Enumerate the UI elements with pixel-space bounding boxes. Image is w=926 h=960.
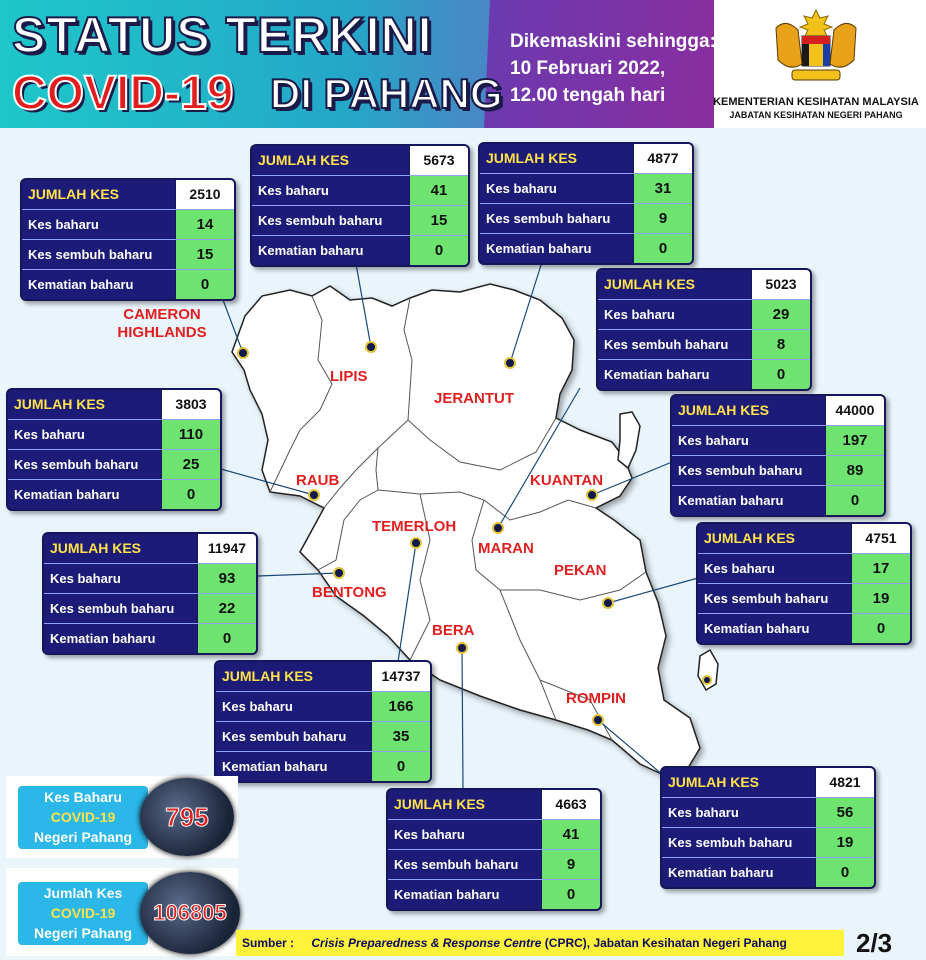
- total-value: 4821: [815, 768, 874, 797]
- marker-bentong: [334, 568, 344, 578]
- total-value: 14737: [371, 662, 430, 691]
- summary-new-badge: [140, 778, 234, 856]
- deaths-label: Kematian baharu: [258, 243, 364, 258]
- deaths-label: Kematian baharu: [668, 865, 774, 880]
- stats-box-bera: [386, 788, 602, 911]
- new-cases-value: 166: [371, 692, 430, 721]
- recovered-label: Kes sembuh baharu: [668, 835, 793, 850]
- recovered-value: 9: [541, 850, 600, 879]
- marker-temerloh: [411, 538, 421, 548]
- recovered-label: Kes sembuh baharu: [50, 601, 175, 616]
- district-name-pekan: PEKAN: [554, 562, 607, 579]
- summary-new-line-3: Negeri Pahang: [33, 829, 133, 845]
- total-value: 4663: [541, 790, 600, 819]
- title-status: STATUS TERKINI: [12, 7, 433, 63]
- recovered-value: 22: [197, 594, 256, 623]
- stats-box-kuantan: [670, 394, 886, 517]
- recovered-value: 19: [851, 584, 910, 613]
- source-label: Sumber :: [242, 936, 295, 950]
- marker-raub: [309, 490, 319, 500]
- kuantan-coast: [618, 412, 640, 468]
- stats-box-cameron-highlands: [20, 178, 236, 301]
- marker-tioman: [703, 676, 711, 684]
- total-label: JUMLAH KES: [394, 796, 486, 812]
- recovered-label: Kes sembuh baharu: [604, 337, 729, 352]
- recovered-value: 25: [161, 450, 220, 479]
- marker-jerantut: [505, 358, 515, 368]
- new-cases-label: Kes baharu: [50, 571, 121, 586]
- marker-bera: [457, 643, 467, 653]
- total-value: 5673: [409, 146, 468, 175]
- deaths-label: Kematian baharu: [394, 887, 500, 902]
- summary-total-badge: [140, 872, 240, 954]
- total-label: JUMLAH KES: [258, 152, 350, 168]
- stats-box-maran: [596, 268, 812, 391]
- total-value: 4751: [851, 524, 910, 553]
- deaths-value: 0: [409, 236, 468, 265]
- total-label: JUMLAH KES: [222, 668, 314, 684]
- summary-total-line-3: Negeri Pahang: [33, 925, 133, 941]
- district-name-rompin: ROMPIN: [566, 690, 626, 707]
- source-footer: [236, 930, 844, 956]
- deaths-label: Kematian baharu: [678, 493, 784, 508]
- district-name-cameron-highlands: CAMERON HIGHLANDS: [117, 306, 207, 341]
- total-label: JUMLAH KES: [678, 402, 770, 418]
- district-name-kuantan: KUANTAN: [530, 472, 604, 489]
- recovered-value: 89: [825, 456, 884, 485]
- recovered-value: 8: [751, 330, 810, 359]
- deaths-value: 0: [751, 360, 810, 389]
- new-cases-value: 17: [851, 554, 910, 583]
- summary-new-cases: [6, 776, 238, 858]
- summary-total-line-1: Jumlah Kes: [43, 885, 123, 901]
- new-cases-value: 93: [197, 564, 256, 593]
- total-label: JUMLAH KES: [50, 540, 142, 556]
- deaths-label: Kematian baharu: [604, 367, 710, 382]
- district-name-lipis: LIPIS: [330, 368, 368, 385]
- total-value: 5023: [751, 270, 810, 299]
- stats-box-pekan: [696, 522, 912, 645]
- stats-box-rompin: [660, 766, 876, 889]
- recovered-label: Kes sembuh baharu: [258, 213, 383, 228]
- title-state: DI PAHANG: [270, 70, 503, 117]
- deaths-value: 0: [161, 480, 220, 509]
- deaths-value: 0: [197, 624, 256, 653]
- district-name-raub: RAUB: [296, 472, 340, 489]
- recovered-label: Kes sembuh baharu: [14, 457, 139, 472]
- recovered-value: 35: [371, 722, 430, 751]
- recovered-label: Kes sembuh baharu: [222, 729, 347, 744]
- recovered-value: 15: [175, 240, 234, 269]
- new-cases-label: Kes baharu: [604, 307, 675, 322]
- total-value: 2510: [175, 180, 234, 209]
- source-org: Crisis Preparedness & Response Centre: [311, 936, 542, 950]
- deaths-value: 0: [825, 486, 884, 515]
- new-cases-label: Kes baharu: [704, 561, 775, 576]
- recovered-label: Kes sembuh baharu: [394, 857, 519, 872]
- total-label: JUMLAH KES: [668, 774, 760, 790]
- update-timestamp: [510, 28, 716, 109]
- deaths-label: Kematian baharu: [704, 621, 810, 636]
- new-cases-value: 29: [751, 300, 810, 329]
- deaths-value: 0: [633, 234, 692, 263]
- marker-pekan: [603, 598, 613, 608]
- stats-box-lipis: [250, 144, 470, 267]
- total-label: JUMLAH KES: [486, 150, 578, 166]
- district-name-temerloh: TEMERLOH: [372, 518, 457, 535]
- new-cases-value: 41: [541, 820, 600, 849]
- new-cases-value: 14: [175, 210, 234, 239]
- marker-rompin: [593, 715, 603, 725]
- deaths-value: 0: [371, 752, 430, 781]
- total-value: 4877: [633, 144, 692, 173]
- total-label: JUMLAH KES: [14, 396, 106, 412]
- header-banner: [0, 0, 926, 128]
- district-name-jerantut: JERANTUT: [434, 390, 515, 407]
- new-cases-label: Kes baharu: [486, 181, 557, 196]
- total-value: 44000: [825, 396, 884, 425]
- stats-box-bentong: [42, 532, 258, 655]
- total-label: JUMLAH KES: [28, 186, 120, 202]
- summary-new-value: 795: [165, 801, 209, 832]
- recovered-value: 9: [633, 204, 692, 233]
- deaths-label: Kematian baharu: [14, 487, 120, 502]
- deaths-value: 0: [175, 270, 234, 299]
- update-line-2: 10 Februari 2022,: [510, 58, 666, 79]
- stats-box-temerloh: [214, 660, 432, 783]
- summary-new-caption: [18, 786, 148, 849]
- marker-cameron-highlands: [238, 348, 248, 358]
- marker-kuantan: [587, 490, 597, 500]
- ministry-name: [706, 96, 926, 122]
- deaths-value: 0: [851, 614, 910, 643]
- new-cases-value: 31: [633, 174, 692, 203]
- update-line-1: Dikemaskini sehingga:: [510, 31, 716, 52]
- stats-box-raub: [6, 388, 222, 511]
- total-value: 3803: [161, 390, 220, 419]
- new-cases-label: Kes baharu: [222, 699, 293, 714]
- summary-total-caption: [18, 882, 148, 945]
- summary-new-line-2: COVID-19: [50, 809, 116, 825]
- new-cases-label: Kes baharu: [14, 427, 85, 442]
- marker-maran: [493, 523, 503, 533]
- summary-new-line-1: Kes Baharu: [44, 789, 122, 805]
- title-covid: COVID-19: [12, 67, 234, 120]
- stats-box-jerantut: [478, 142, 694, 265]
- new-cases-label: Kes baharu: [258, 183, 329, 198]
- ministry-line: KEMENTERIAN KESIHATAN MALAYSIA: [713, 96, 919, 108]
- total-label: JUMLAH KES: [704, 530, 796, 546]
- recovered-label: Kes sembuh baharu: [704, 591, 829, 606]
- summary-total-line-2: COVID-19: [50, 905, 116, 921]
- marker-lipis: [366, 342, 376, 352]
- new-cases-value: 197: [825, 426, 884, 455]
- district-name-maran: MARAN: [478, 540, 534, 557]
- recovered-label: Kes sembuh baharu: [486, 211, 611, 226]
- summary-total-cases: [6, 868, 238, 956]
- new-cases-label: Kes baharu: [394, 827, 465, 842]
- page-number: 2/3: [856, 928, 893, 958]
- recovered-value: 19: [815, 828, 874, 857]
- new-cases-value: 56: [815, 798, 874, 827]
- recovered-label: Kes sembuh baharu: [678, 463, 803, 478]
- district-name-bera: BERA: [432, 622, 475, 639]
- update-line-3: 12.00 tengah hari: [510, 85, 666, 106]
- district-name-bentong: BENTONG: [312, 584, 387, 601]
- new-cases-label: Kes baharu: [28, 217, 99, 232]
- new-cases-value: 41: [409, 176, 468, 205]
- recovered-value: 15: [409, 206, 468, 235]
- deaths-value: 0: [815, 858, 874, 887]
- new-cases-label: Kes baharu: [678, 433, 749, 448]
- coat-of-arms-icon: [768, 6, 864, 86]
- total-label: JUMLAH KES: [604, 276, 696, 292]
- new-cases-value: 110: [161, 420, 220, 449]
- new-cases-label: Kes baharu: [668, 805, 739, 820]
- deaths-label: Kematian baharu: [28, 277, 134, 292]
- source-rest: (CPRC), Jabatan Kesihatan Negeri Pahang: [541, 936, 787, 950]
- deaths-value: 0: [541, 880, 600, 909]
- deaths-label: Kematian baharu: [486, 241, 592, 256]
- department-line: JABATAN KESIHATAN NEGERI PAHANG: [729, 110, 903, 120]
- deaths-label: Kematian baharu: [222, 759, 328, 774]
- deaths-label: Kematian baharu: [50, 631, 156, 646]
- summary-total-value: 106805: [153, 900, 227, 925]
- recovered-label: Kes sembuh baharu: [28, 247, 153, 262]
- total-value: 11947: [197, 534, 256, 563]
